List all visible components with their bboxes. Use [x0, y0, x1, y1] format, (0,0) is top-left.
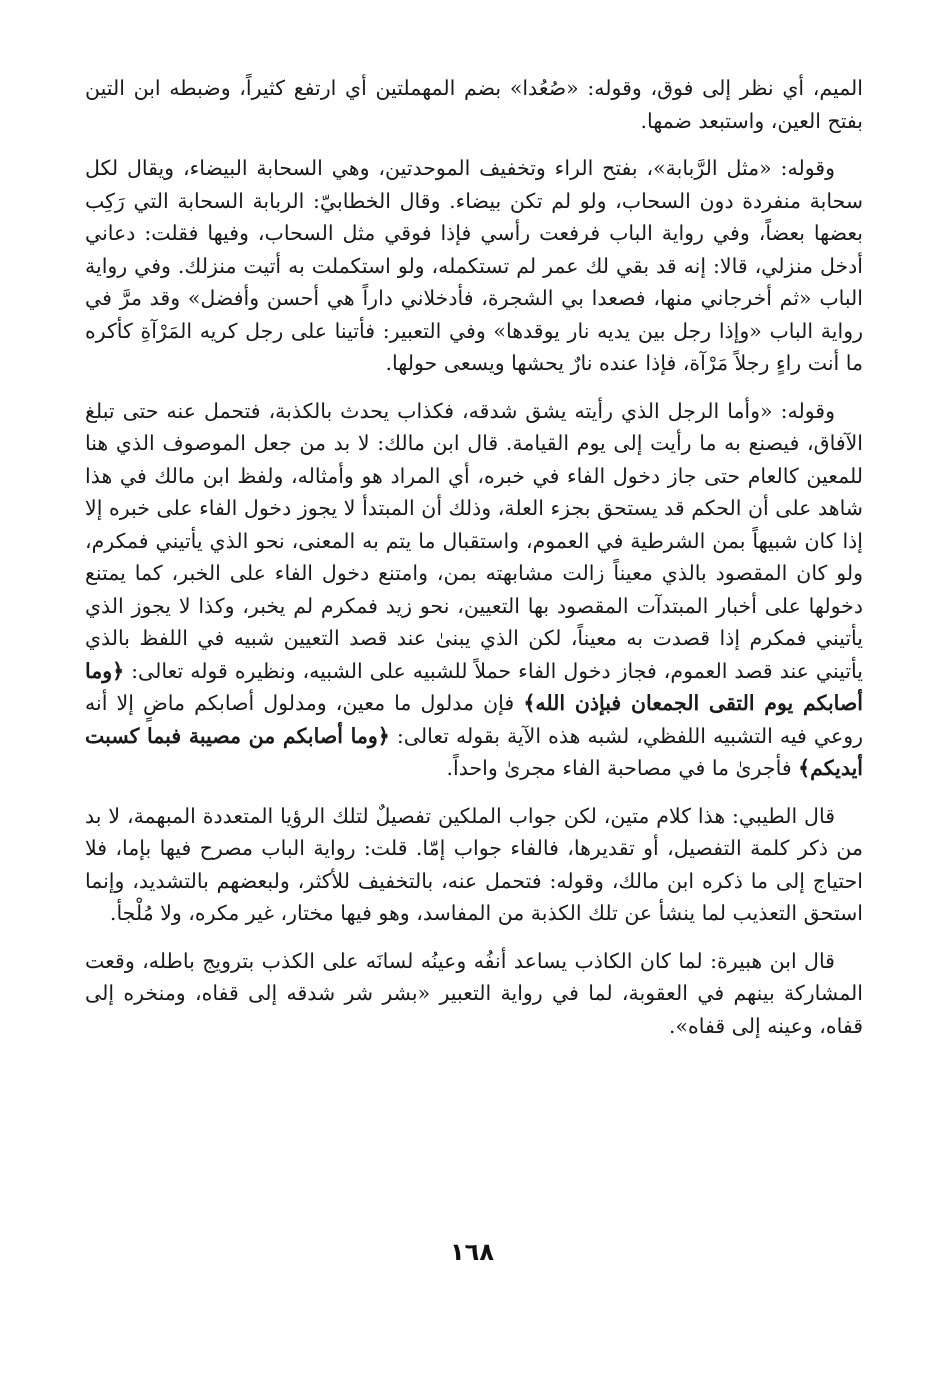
paragraph-3: [85, 395, 863, 785]
paragraph-5-text: قال ابن هبيرة: لما كان الكاذب يساعد أنفُه وعينُه لسانَه على الكذب بترويج باطله، وقعت المشاركة بينهم في العقوبة، لما في رواية التعبير «بشر شر شدقه إلى قفاه، ومنخره إلى قفاه، وعينه إلى قفاه».: [85, 948, 863, 1038]
paragraph-3-text-c: فأجرىٰ ما في مصاحبة الفاء مجرىٰ واحداً.: [446, 756, 799, 780]
paragraph-2-text: وقوله: «مثل الرَّبابة»، بفتح الراء وتخفيف الموحدتين، وهي السحابة البيضاء، ويقال لكل سحابة منفردة دون السحاب، ولو لم تكن بيضاء. وقال الخطابيّ: الربابة السحابة التي رَكِب بعضها بعضاً، وفي رواية الباب فرفعت رأسي فإذا فوقي مثل السحاب، وفيها فقلت: دعاني أدخل منزلي، قالا: إنه قد بقي لك عمر لم تستكمله، ولو استكملت به أتيت منزلك. وفي رواية الباب «ثم أخرجاني منها، فصعدا بي الشجرة، فأدخلاني داراً هي أحسن وأفضل» وقد مرَّ في رواية الباب «وإذا رجل بين يديه نار يوقدها» وفي التعبير: فأتينا على رجل كريه المَرْآةِ كأكره ما أنت راءٍ رجلاً مَرْآة، فإذا عنده نارٌ يحشها ويسعى حولها.: [85, 156, 863, 375]
page-number: ١٦٨: [450, 1238, 494, 1266]
paragraph-4-text: قال الطيبي: هذا كلام متين، لكن جواب الملكين تفصيلٌ لتلك الرؤيا المتعددة المبهمة، لا بد من ذكر كلمة التفصيل، أو تقديرها، فالفاء جواب إمّا. قلت: رواية الباب مصرح فيها بإما، فلا احتياج إلى ما ذكره ابن مالك، وقوله: فتحمل عنه، بالتخفيف للأكثر، ولبعضهم بالتشديد، وإنما استحق التعذيب لما ينشأ عن تلك الكذبة من المفاسد، وهو فيها مختار، غير مكره، ولا مُلْجأ.: [85, 803, 863, 925]
quran-verse-2: ﴿وما أصابكم من مصيبة فبما كسبت أيديكم﴾: [85, 723, 863, 780]
quran-verse-1: ﴿وما أصابكم يوم التقى الجمعان فبإذن الله﴾: [85, 658, 864, 715]
paragraph-3-text-b: فإن مدلول ما معين، ومدلول أصابكم ماضٍ إلا أنه روعي فيه التشبيه اللفظي، لشبه هذه الآية بقوله تعالى:: [85, 691, 864, 748]
paragraph-4: [85, 800, 863, 930]
paragraph-2: [85, 152, 863, 380]
paragraph-5: [85, 945, 863, 1043]
paragraph-3-text-a: وقوله: «وأما الرجل الذي رأيته يشق شدقه، فكذاب يحدث بالكذبة، فتحمل عنه حتى تبلغ الآفاق، فيصنع به ما رأيت إلى يوم القيامة. قال ابن مالك: لا بد من جعل الموصوف الذي هنا للمعين كالعام حتى جاز دخول الفاء في خبره، أي المراد هو وأمثاله، ولفظ ابن مالك في هذا شاهد على أن الحكم قد يستحق بجزء العلة، وذلك أن المبتدأ لا يجوز دخول الفاء على خبره إلا إذا كان شبيهاً بمن الشرطية في العموم، واستقبال ما يتم به المعنى، نحو الذي يأتيني فمكرم، ولو كان المقصود بالذي معيناً زالت مشابهته بمن، وامتنع دخول الفاء على الخبر، كما يمتنع دخولها على أخبار المبتدآت المقصود بها التعيين، نحو زيد فمكرم لم يخبر، وكذا لا يجوز الذي يأتيني فمكرم إذا قصدت به معيناً، لكن الذي يبنىٰ عند قصد التعيين شبيه في اللفظ بالذي يأتيني عند قصد العموم، فجاز دخول الفاء حملاً للشبيه على الشبيه، ونظيره قوله تعالى:: [85, 398, 863, 683]
paragraph-1-text: الميم، أي نظر إلى فوق، وقوله: «صُعُدا» بضم المهملتين أي ارتفع كثيراً، وضبطه ابن التين بفتح العين، واستبعد ضمها.: [85, 76, 863, 133]
page-body: [85, 72, 863, 1057]
paragraph-1: [85, 72, 863, 137]
